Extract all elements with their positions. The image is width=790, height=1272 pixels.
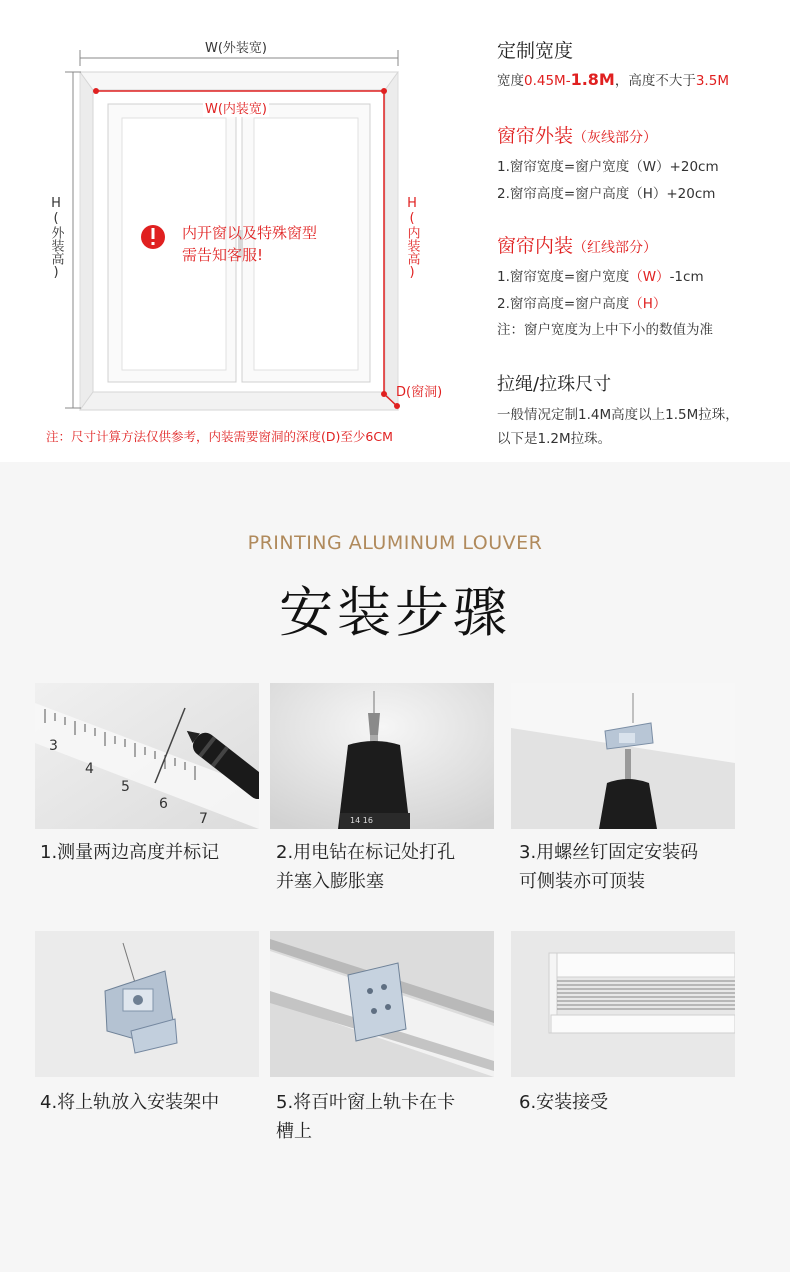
inside-line-2-pre: 2.窗帘高度=窗户高度 [497, 296, 630, 312]
height-max: 3.5M [695, 73, 729, 89]
note-prefix: 注：尺寸计算方法仅供参考，内装需要窗洞的 [46, 429, 297, 444]
step-3-caption [519, 838, 749, 896]
section-subtitle: PRINTING ALUMINUM LOUVER [247, 532, 543, 554]
drill-illustration [270, 683, 494, 829]
width-max: 1.8M [570, 70, 615, 89]
inner-width-label: W(内装宽) [203, 98, 269, 117]
step-6-caption [519, 1088, 749, 1117]
inside-line-2-h: （H） [629, 296, 667, 312]
outer-width-label: W(外装宽) [205, 41, 267, 56]
ruler-number-7: 7 [199, 811, 208, 827]
warning-line-2: 需告知客服! [182, 246, 264, 264]
inside-line-1-w: （W） [629, 269, 670, 285]
drill-scale-numbers: 14 16 [350, 816, 373, 825]
inside-line-2 [497, 292, 666, 312]
step-5-line-1: 5.将百叶窗上轨卡在卡 [276, 1092, 456, 1113]
step-1-photo [35, 683, 259, 829]
step-6-photo [511, 931, 735, 1077]
step-5-caption [276, 1088, 506, 1146]
rail-clip-illustration [270, 931, 494, 1077]
height-prefix: ，高度不大于 [614, 73, 696, 89]
diagram-note [46, 427, 393, 445]
section-title: 安装步骤 [279, 581, 511, 644]
step-2-photo [270, 683, 494, 829]
inside-line-1-post: -1cm [669, 269, 704, 285]
warning-text [182, 222, 317, 266]
step-4-photo [35, 931, 259, 1077]
inside-mount-heading [497, 231, 657, 258]
inside-line-1 [497, 265, 704, 285]
ruler-number-4: 4 [85, 761, 94, 777]
step-1-line-1: 1.测量两边高度并标记 [40, 842, 220, 863]
step-2-caption [276, 838, 506, 896]
depth-label: D(窗洞) [396, 385, 443, 400]
ruler-number-5: 5 [121, 779, 130, 795]
inner-height-label: H(内装高) [404, 196, 420, 280]
inside-line-1-pre: 1.窗帘宽度=窗户宽度 [497, 269, 630, 285]
outside-line-2: 2.窗帘高度=窗户高度（H）+20cm [497, 186, 716, 202]
size-guide-section [0, 0, 790, 462]
step-4-caption [40, 1088, 270, 1117]
outside-line-1: 1.窗帘宽度=窗户宽度（W）+20cm [497, 159, 719, 175]
step-2-line-1: 2.用电钻在标记处打孔 [276, 842, 456, 863]
inside-note: 注：窗户宽度为上中下小的数值为准 [497, 322, 713, 338]
outer-height-label: H(外装高) [48, 196, 64, 284]
warning-icon [141, 225, 165, 249]
width-prefix: 宽度 [497, 73, 524, 89]
note-depth: 深度(D) [296, 429, 341, 444]
ruler-number-3: 3 [49, 738, 58, 754]
finished-blind-illustration [511, 931, 735, 1077]
ruler-pen-illustration [35, 683, 259, 829]
step-3-photo [511, 683, 735, 829]
step-3-line-2: 可侧装亦可顶装 [519, 871, 645, 892]
step-4-line-1: 4.将上轨放入安装架中 [40, 1092, 220, 1113]
step-3-line-1: 3.用螺丝钉固定安装码 [519, 842, 699, 863]
cord-heading: 拉绳/拉珠尺寸 [497, 374, 612, 395]
step-5-line-2: 槽上 [276, 1121, 312, 1142]
custom-width-heading: 定制宽度 [497, 40, 574, 62]
rail-bracket-illustration [35, 931, 259, 1077]
step-2-line-2: 并塞入膨胀塞 [276, 871, 384, 892]
inside-title: 窗帘内装 [497, 235, 574, 257]
cord-line-1: 一般情况定制1.4M高度以上1.5M拉珠， [497, 407, 739, 423]
step-1-caption [40, 838, 270, 867]
bracket-ceiling-illustration [511, 683, 735, 829]
cord-line-2: 以下是1.2M拉珠。 [497, 431, 612, 447]
ruler-number-6: 6 [159, 796, 168, 812]
inside-tag: （红线部分） [573, 240, 658, 256]
outside-title: 窗帘外装 [497, 125, 574, 147]
step-6-line-1: 6.安装接受 [519, 1092, 609, 1113]
outside-tag: （灰线部分） [573, 130, 658, 146]
width-min: 0.45M- [524, 73, 571, 89]
warning-line-1: 内开窗以及特殊窗型 [182, 224, 318, 242]
outside-mount-heading [497, 121, 657, 148]
custom-width-text [497, 69, 729, 89]
step-5-photo [270, 931, 494, 1077]
note-suffix: 至少6CM [340, 429, 393, 444]
